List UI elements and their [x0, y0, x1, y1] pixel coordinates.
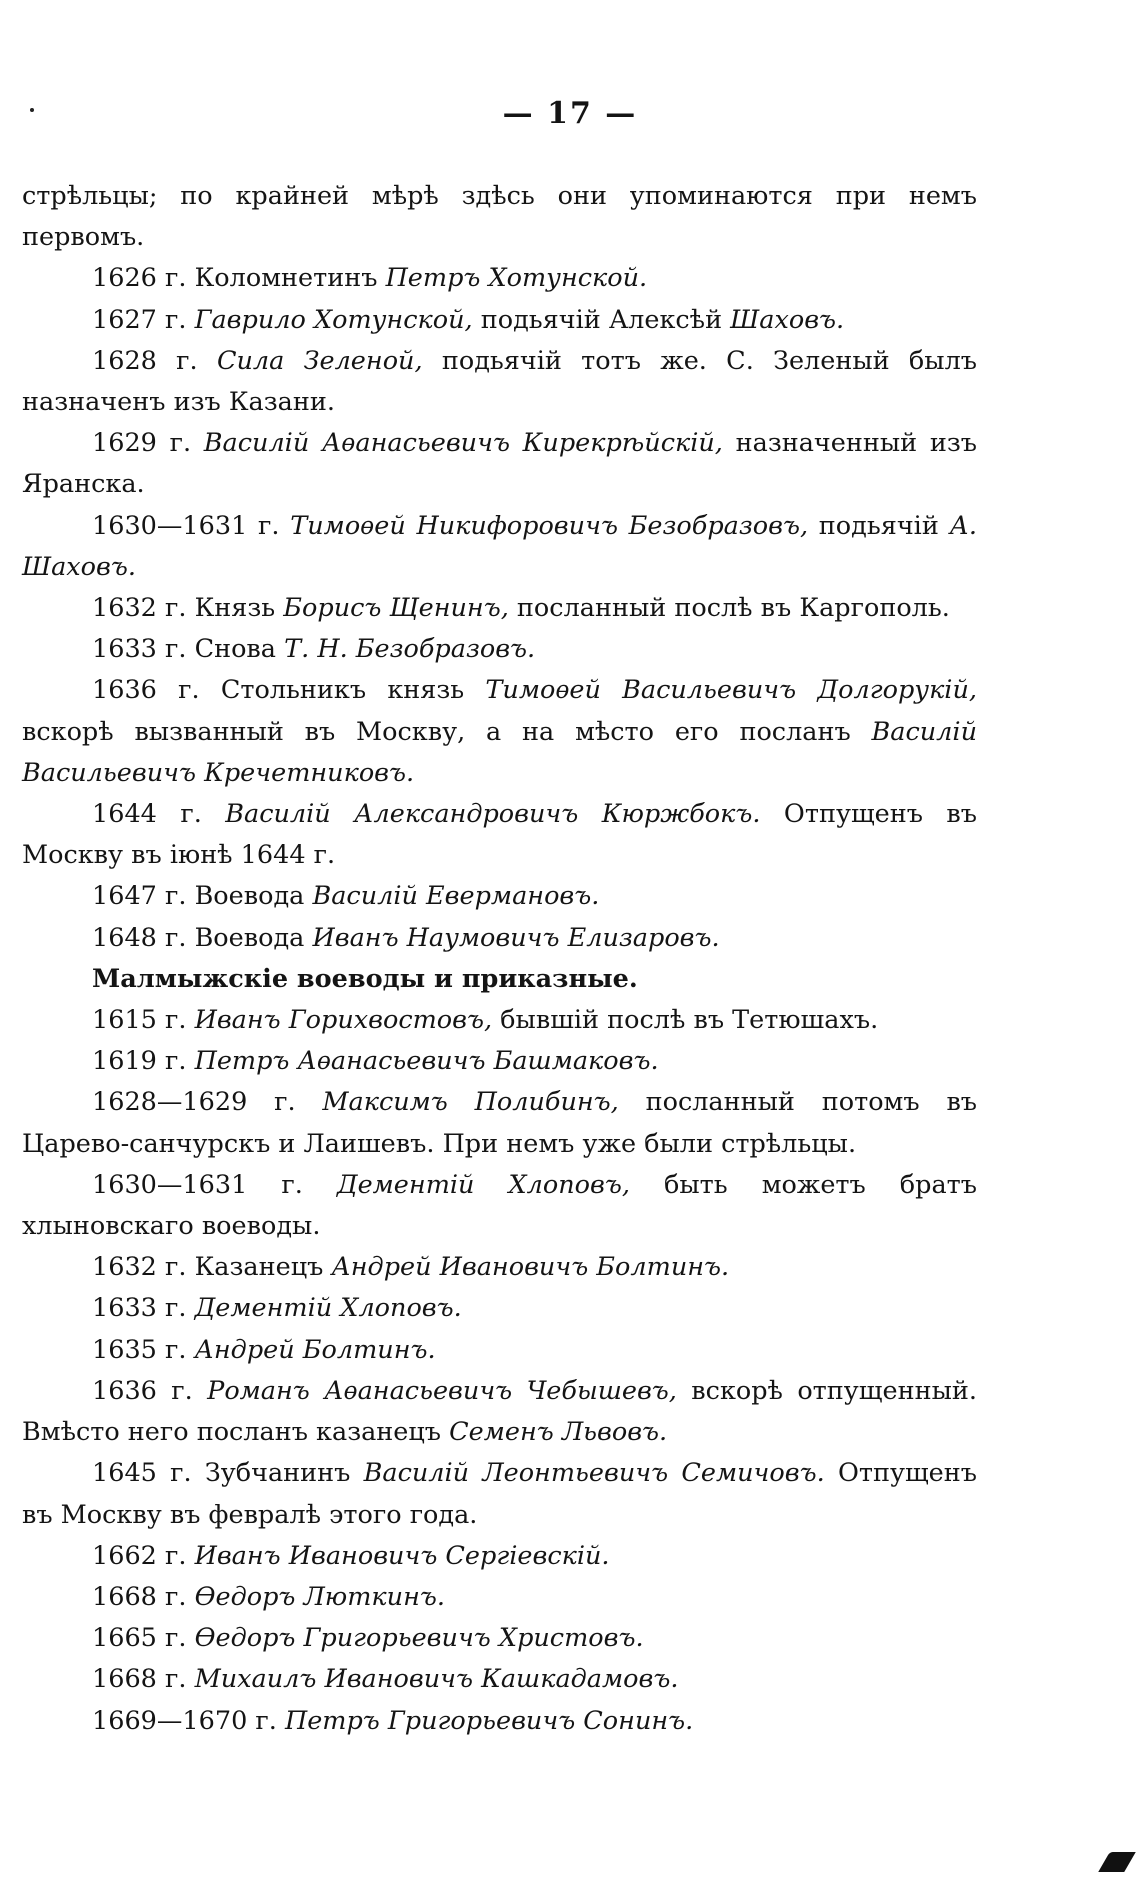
text-run: Отпущенъ въ Москву въ февралѣ этого года. [22, 1458, 977, 1530]
text-run: бывшій послѣ въ Тетюшахъ. [492, 1005, 879, 1036]
name-italic: Дементій Хлоповъ, [336, 1169, 630, 1200]
text-run: Малмыжскіе воеводы и приказные. [92, 963, 638, 994]
text-run: 1615 г. [92, 1005, 195, 1036]
name-italic: Максимъ Полибинъ, [322, 1087, 619, 1118]
text-run: 1632 г. Князь [92, 593, 284, 624]
paragraph [22, 1330, 977, 1371]
name-italic: Борисъ Щенинъ, [283, 593, 509, 624]
name-italic: Василій Аѳанасьевичъ Кирекрѣйскій, [203, 428, 723, 459]
text-run: 1627 г. [92, 304, 195, 335]
paragraph [22, 341, 977, 423]
paragraph [22, 1577, 977, 1618]
name-italic: Тимоѳей Никифоровичъ Безобразовъ, [290, 510, 809, 541]
text-run: 1636 г. [92, 1375, 208, 1406]
name-italic: Василій Васильевичъ Кречетниковъ. [22, 716, 977, 788]
text-run: подьячій [808, 510, 950, 541]
text-run: 1636 г. Стольникъ князь [92, 675, 486, 706]
paragraph [22, 1165, 977, 1247]
name-italic: Петръ Хотунской. [385, 263, 648, 294]
paragraph [22, 876, 977, 917]
paragraph [22, 176, 977, 258]
name-italic: Андрей Ивановичъ Болтинъ. [331, 1252, 730, 1283]
name-italic: Т. Н. Безобразовъ. [284, 634, 536, 665]
paragraph [22, 918, 977, 959]
text-run: 1619 г. [92, 1046, 195, 1077]
text-run: быть можетъ братъ хлыновскаго воеводы. [22, 1169, 978, 1242]
name-italic: Михаилъ Ивановичъ Кашкадамовъ. [194, 1664, 679, 1695]
paragraph [22, 1041, 977, 1082]
paragraph [22, 1247, 977, 1288]
text-run: назначенный изъ Яранска. [22, 428, 977, 500]
paragraph [22, 1371, 977, 1453]
name-italic: Ѳедоръ Люткинъ. [194, 1581, 445, 1612]
name-italic: Семенъ Львовъ. [449, 1417, 668, 1448]
text-run: 1668 г. [92, 1581, 195, 1612]
name-italic: Иванъ Горихвостовъ, [194, 1005, 493, 1036]
text-run: посланный потомъ въ Царево-санчурскъ и Лаишевъ. При немъ уже были стрѣльцы. [22, 1087, 978, 1159]
paragraph [22, 423, 977, 505]
page-number: — 17 — [502, 96, 638, 131]
name-italic: А. Шаховъ. [22, 510, 977, 582]
text-run: подьячій Алексѣй [472, 304, 731, 335]
paragraph [22, 258, 977, 299]
paragraph [22, 794, 977, 876]
text-run: 1645 г. Зубчанинъ [92, 1458, 364, 1489]
paragraph [22, 300, 977, 341]
text-run: 1630—1631 г. [92, 1169, 337, 1200]
text-run: 1662 г. [92, 1540, 195, 1571]
name-italic: Петръ Григорьевичъ Сонинъ. [284, 1705, 694, 1736]
paragraph [22, 1659, 977, 1700]
name-italic: Василій Александровичъ Кюржбокъ. [225, 799, 761, 830]
name-italic: Тимоѳей Васильевичъ Долгорукій, [485, 675, 977, 706]
corner-mark-icon [1098, 1852, 1136, 1872]
text-run: 1633 г. [92, 1293, 195, 1324]
name-italic: Гаврило Хотунской, [194, 304, 473, 335]
text-run: вскорѣ отпущенный. Вмѣсто него посланъ казанецъ [22, 1375, 977, 1448]
name-italic: Иванъ Ивановичъ Сергіевскій. [194, 1540, 610, 1571]
text-run: 1626 г. Коломнетинъ [92, 263, 386, 294]
paragraph [22, 1618, 977, 1659]
text-run: 1633 г. Снова [92, 634, 285, 665]
text-run: стрѣльцы; по крайней мѣрѣ здѣсь они упоминаются при немъ первомъ. [22, 181, 977, 253]
name-italic: Дементій Хлоповъ. [194, 1293, 462, 1324]
section-heading [22, 959, 977, 1000]
text-run: 1648 г. Воевода [92, 922, 313, 953]
paragraph [22, 670, 977, 794]
paragraph [22, 1536, 977, 1577]
text-run: вскорѣ вызванный въ Москву, а на мѣсто его посланъ [22, 716, 872, 747]
name-italic: Василій Леонтьевичъ Семичовъ. [363, 1458, 825, 1489]
name-italic: Василій Евермановъ. [312, 881, 600, 912]
text-run: 1629 г. [92, 428, 204, 459]
paragraph [22, 1082, 977, 1164]
page-body [22, 176, 977, 1742]
text-run: 1668 г. [92, 1664, 195, 1695]
paragraph [22, 1000, 977, 1041]
paragraph [22, 1701, 977, 1742]
name-italic: Сила Зеленой, [216, 345, 423, 376]
name-italic: Андрей Болтинъ. [194, 1334, 436, 1365]
text-run: 1632 г. Казанецъ [92, 1252, 332, 1283]
text-run: 1647 г. Воевода [92, 881, 313, 912]
text-run: 1644 г. [92, 799, 226, 830]
paragraph [22, 1453, 977, 1535]
text-run: 1630—1631 г. [92, 510, 291, 541]
text-run: 1669—1670 г. [92, 1705, 285, 1736]
name-italic: Петръ Аѳанасьевичъ Башмаковъ. [194, 1046, 659, 1077]
paragraph [22, 506, 977, 588]
text-run: 1628—1629 г. [92, 1087, 323, 1118]
name-italic: Ѳедоръ Григорьевичъ Христовъ. [194, 1623, 644, 1654]
text-run: посланный послѣ въ Каргополь. [508, 593, 950, 624]
text-run: подьячій тотъ же. С. Зеленый былъ назначенъ изъ Казани. [22, 345, 977, 418]
name-italic: Романъ Аѳанасьевичъ Чебышевъ, [207, 1375, 677, 1406]
paragraph [22, 629, 977, 670]
text-run: 1635 г. [92, 1334, 195, 1365]
text-run: 1628 г. [92, 345, 217, 376]
text-run: Отпущенъ въ Москву въ іюнѣ 1644 г. [22, 799, 977, 871]
name-italic: Шаховъ. [730, 304, 845, 335]
name-italic: Иванъ Наумовичъ Елизаровъ. [312, 922, 720, 953]
paragraph [22, 1288, 977, 1329]
text-run: 1665 г. [92, 1623, 195, 1654]
paragraph [22, 588, 977, 629]
